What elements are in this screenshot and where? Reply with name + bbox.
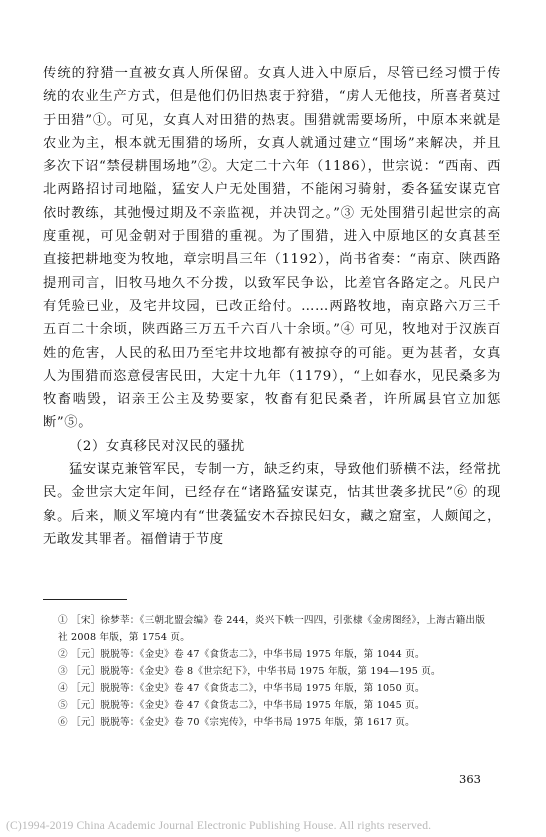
body-paragraph: 猛安谋克兼管军民，专制一方，缺乏约束，导致他们骄横不法，经常扰民。金世宗大定年间，已经存在“诸路猛安谋克，怙其世袭多扰民”⑥ 的现象。后来，顺义军境内有“世袭猛安木吞掠民妇女，藏之窟室，人颇闻之，无敢发其罪者。福僧请于节度 xyxy=(43,462,501,547)
footnote-divider xyxy=(43,599,127,600)
copyright-watermark: (C)1994-2019 China Academic Journal Electronic Publishing House. All rights reserved. xyxy=(6,819,432,832)
page-number: 363 xyxy=(459,772,481,786)
body-paragraph: 传统的狩猎一直被女真人所保留。女真人进入中原后，尽管已经习惯于传统的农业生产方式，但是他们仍旧热衷于狩猎，“虏人无他技，所喜者莫过于田猎”①。可见，女真人对田猎的热衷。围猎就需要场所，中原本来就是农业为主，根本就无围猎的场所，女真人就通过建立“围场”来解决，并且多次下诏“禁侵耕围场地”②。大定二十六年（1186），世宗说：“西南、西北两路招讨司地隘，猛安人户无处围猎，不能闲习骑射，委各猛安谋克官依时教练，其弛慢过期及不亲监视，并决罚之。”③ 无处围猎引起世宗的高度重视，可见金朝对于围猎的重视。为了围猎，进入中原地区的女真甚至直接把耕地变为牧地，章宗明昌三年（1192），尚书省奏：“南京、陕西路提刑司言，旧牧马地久不分拨，以致军民争讼，比差官各路定之。凡民户有凭验已业，及宅井坟园，已改正给付。……两路牧地，南京路六万三千五百二十余顷，陕西路三万五千六百八十余顷。”④ 可见，牧地对于汉族百姓的危害，人民的私田乃至宅井坟地都有被掠夺的可能。更为甚者，女真人为围猎而恣意侵害民田，大定十九年（1179），“上如春水，见民桑多为牧畜啮毁，诏亲王公主及势要家，牧畜有犯民桑者，许所属县官立加惩断”⑤。 xyxy=(43,66,501,431)
footnote: ④ ［元］脱脱等：《金史》卷 47《食货志二》，中华书局 1975 年版，第 1050 页。 xyxy=(58,683,425,694)
footnote: ③ ［元］脱脱等：《金史》卷 8《世宗纪下》，中华书局 1975 年版，第 194—195 页。 xyxy=(58,666,441,677)
footnote: ⑤ ［元］脱脱等：《金史》卷 47《食货志二》，中华书局 1975 年版，第 1045 页。 xyxy=(58,700,425,711)
footnote: ① ［宋］徐梦莘：《三朝北盟会编》卷 244，炎兴下帙一四四，引张棣《金虏图经》，上海古籍出版社 2008 年版，第 1754 页。 xyxy=(58,615,486,643)
section-heading: （2）女真移民对汉民的骚扰 xyxy=(69,438,245,454)
main-text xyxy=(43,62,501,551)
footnote: ② ［元］脱脱等：《金史》卷 47《食货志二》，中华书局 1975 年版，第 1044 页。 xyxy=(58,649,425,660)
footnotes xyxy=(58,612,488,731)
footnote: ⑥ ［元］脱脱等：《金史》卷 70《宗宪传》，中华书局 1975 年版，第 1617 页。 xyxy=(58,717,415,728)
